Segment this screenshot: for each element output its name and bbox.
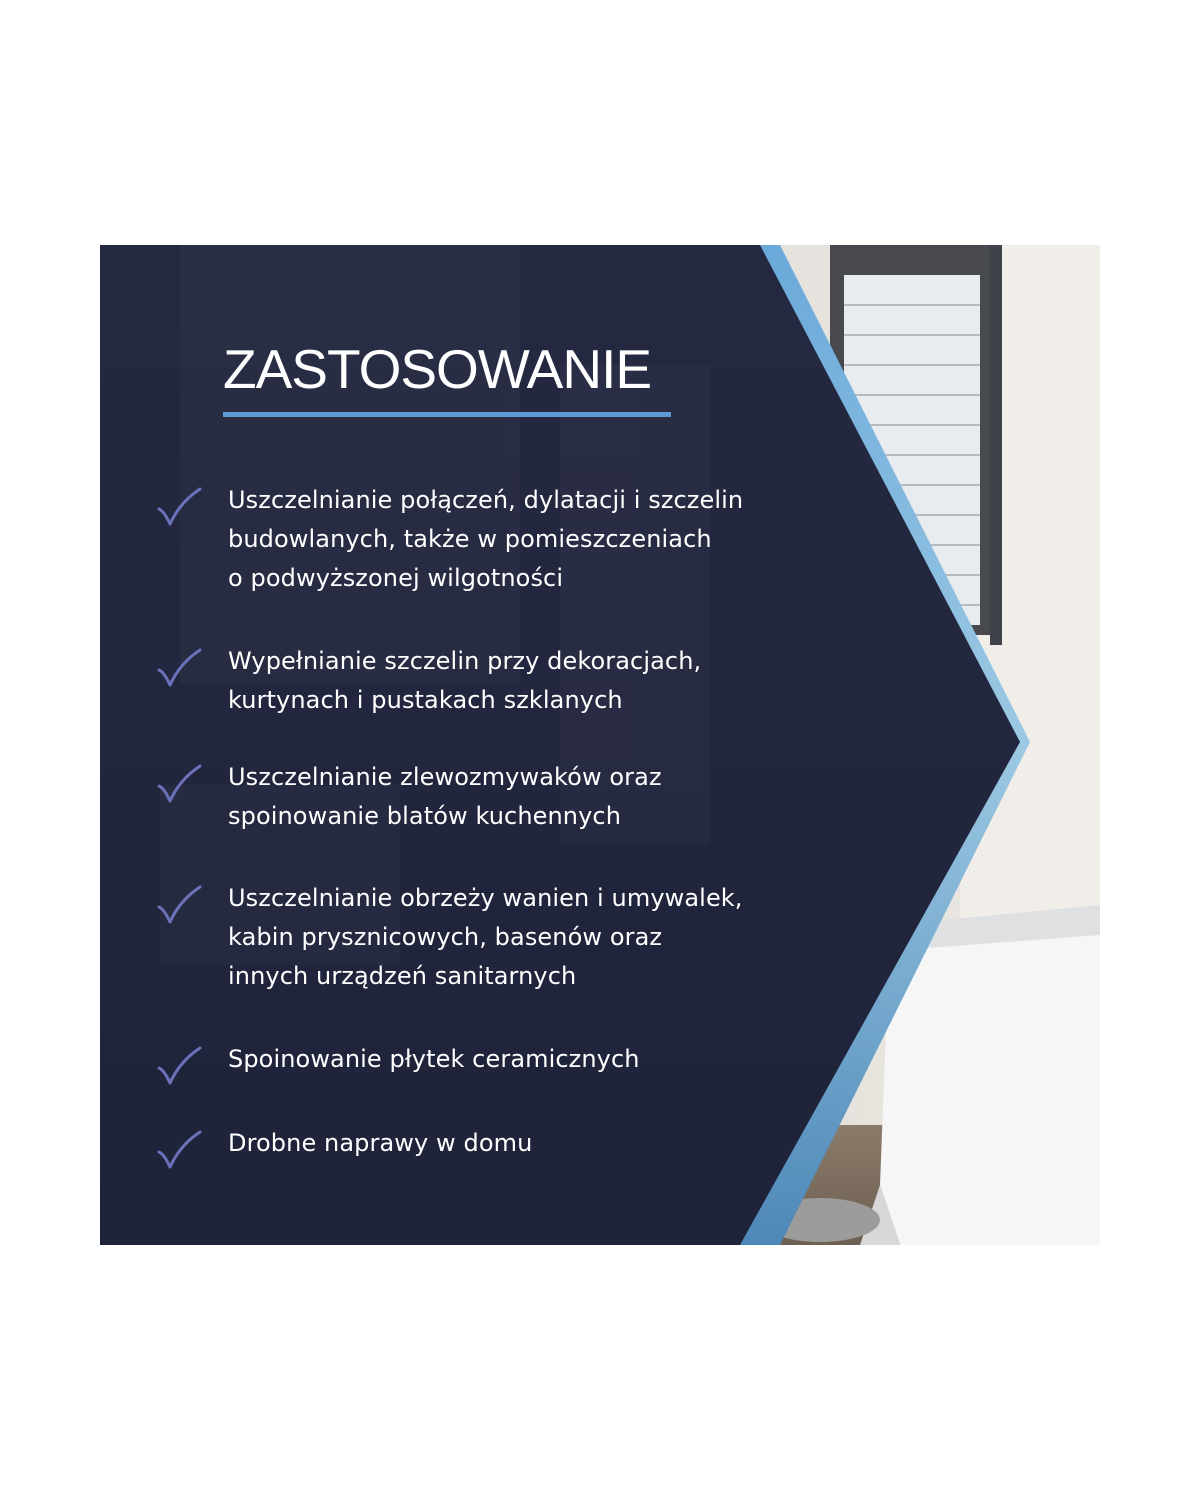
checkmark-icon (156, 648, 202, 690)
application-list (100, 245, 1100, 1245)
checkmark-icon (156, 764, 202, 806)
checkmark-icon (156, 1130, 202, 1172)
checkmark-icon (156, 487, 202, 529)
list-item-text: Spoinowanie płytek ceramicznych (228, 1045, 640, 1073)
infographic-card (100, 245, 1100, 1245)
checkmark-icon (156, 885, 202, 927)
list-item-text: Uszczelnianie połączeń, dylatacji i szczelin budowlanych, także w pomieszczeniach o podwyższonej wilgotności (228, 486, 744, 592)
list-item-text: Drobne naprawy w domu (228, 1129, 533, 1157)
list-item-text: Uszczelnianie zlewozmywaków oraz spoinowanie blatów kuchennych (228, 763, 662, 830)
page-title: ZASTOSOWANIE (223, 338, 652, 400)
list-item-text: Uszczelnianie obrzeży wanien i umywalek, kabin prysznicowych, basenów oraz innych urządzeń sanitarnych (228, 884, 743, 990)
list-item-text: Wypełnianie szczelin przy dekoracjach, kurtynach i pustakach szklanych (228, 647, 702, 714)
checkmark-icon (156, 1046, 202, 1088)
